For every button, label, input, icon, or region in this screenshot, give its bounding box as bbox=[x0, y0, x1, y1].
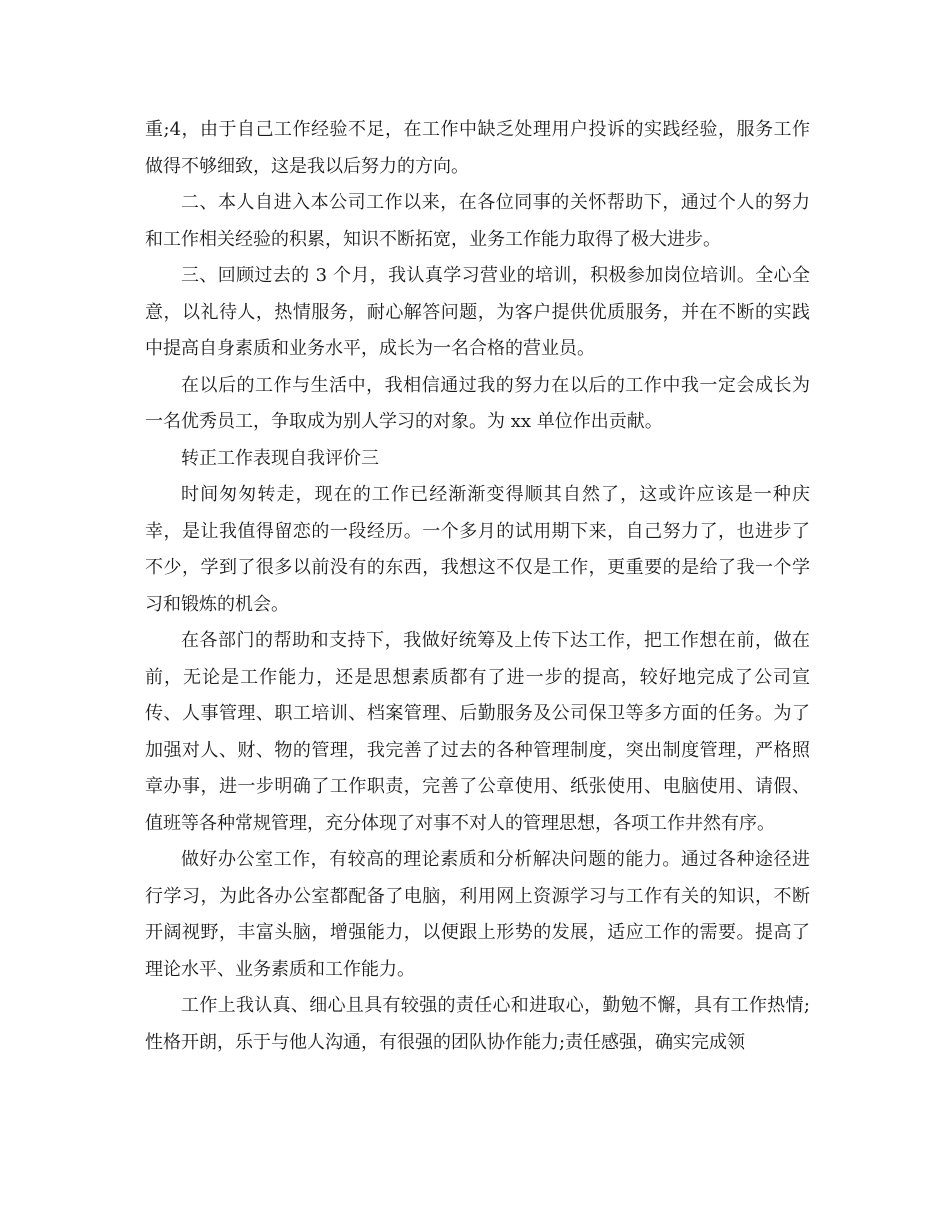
paragraph-section-three: 三、回顾过去的 3 个月，我认真学习营业的培训，积极参加岗位培训。全心全意，以礼待人，热情服务，耐心解答问题，为客户提供优质服务，并在不断的实践中提高自身素质和业务水平，成长为一名合格的营业员。 bbox=[145, 265, 810, 359]
paragraph-office-work: 做好办公室工作，有较高的理论素质和分析解决问题的能力。通过各种途径进行学习，为此各办公室都配备了电脑，利用网上资源学习与工作有关的知识，不断开阔视野，丰富头脑，增强能力，以便跟上形势的发展，适应工作的需要。提高了理论水平、业务素质和工作能力。 bbox=[145, 849, 810, 980]
paragraph-continuation: 重;4，由于自己工作经验不足，在工作中缺乏处理用户投诉的实践经验，服务工作做得不够细致，这是我以后努力的方向。 bbox=[145, 119, 810, 177]
document-page bbox=[145, 112, 810, 1061]
paragraph-section-two: 二、本人自进入本公司工作以来，在各位同事的关怀帮助下，通过个人的努力和工作相关经验的积累，知识不断拓宽，业务工作能力取得了极大进步。 bbox=[145, 192, 810, 250]
paragraph-time-passing: 时间匆匆转走，现在的工作已经渐渐变得顺其自然了，这或许应该是一种庆幸，是让我值得留恋的一段经历。一个多月的试用期下来，自己努力了，也进步了不少，学到了很多以前没有的东西，我想这不仅是工作，更重要的是给了我一个学习和锻炼的机会。 bbox=[145, 484, 810, 615]
paragraph-future-outlook: 在以后的工作与生活中，我相信通过我的努力在以后的工作中我一定会成长为一名优秀员工，争取成为别人学习的对象。为 xx 单位作出贡献。 bbox=[145, 374, 810, 432]
section-heading: 转正工作表现自我评价三 bbox=[181, 447, 379, 469]
paragraph-department-support: 在各部门的帮助和支持下，我做好统筹及上传下达工作，把工作想在前，做在前，无论是工作能力，还是思想素质都有了进一步的提高，较好地完成了公司宣传、人事管理、职工培训、档案管理、后勤服务及公司保卫等多方面的任务。为了加强对人、财、物的管理，我完善了过去的各种管理制度，突出制度管理，严格照章办事，进一步明确了工作职责，完善了公章使用、纸张使用、电脑使用、请假、值班等各种常规管理，充分体现了对事不对人的管理思想，各项工作井然有序。 bbox=[145, 630, 810, 834]
paragraph-work-attitude: 工作上我认真、细心且具有较强的责任心和进取心，勤勉不懈，具有工作热情;性格开朗，乐于与他人沟通，有很强的团队协作能力;责任感强，确实完成领 bbox=[145, 995, 810, 1053]
